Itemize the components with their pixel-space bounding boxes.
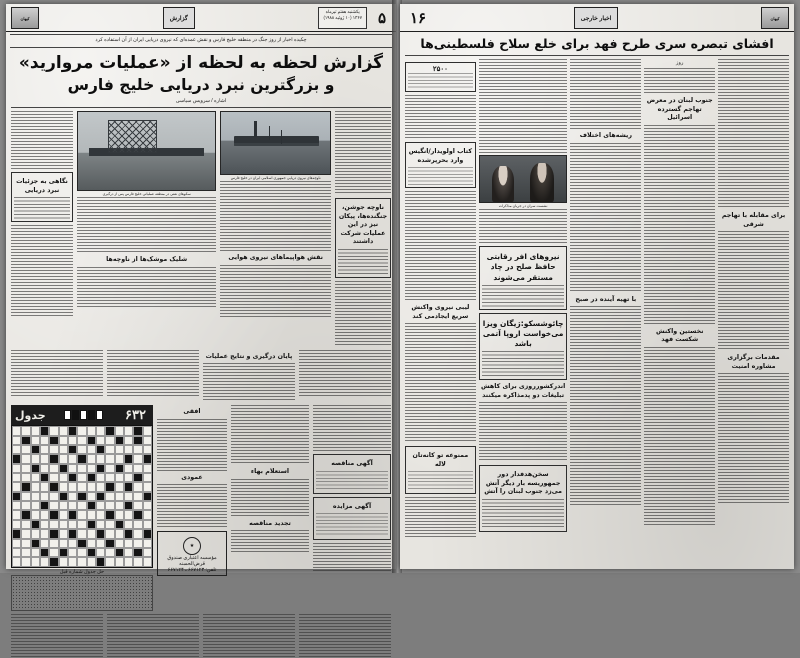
rig-photo-caption: سکوهای نفتی در منطقه عملیاتی خلیج فارس پس از درگیری [102, 192, 191, 197]
crossword-title: جدول [15, 408, 46, 422]
crossword-block [11, 405, 153, 610]
left-date-box: یکشنبه هفتم تیرماه ۱۳۶۷ (۱۰ ژوئیه ۱۹۸۸) [318, 7, 367, 29]
right-ad-heading-2: ممنوعه تو کانه‌تان لاله [412, 452, 469, 468]
classified-heading-4: تجدید مناقصه [249, 519, 291, 527]
right-ad-price: ۲۵۰۰ [432, 66, 448, 74]
left-bottom-col-3 [107, 614, 199, 658]
left-bottom-col-1 [299, 614, 391, 658]
left-middle-columns [6, 350, 396, 402]
ship-image [221, 112, 330, 174]
right-main-headline: افشای تبصره سری طرح فهد برای خلع سلاح فلسطینی‌ها [420, 36, 774, 51]
classified-heading-3: استعلام بهاء [250, 468, 290, 476]
left-headline-line-2: و بزرگترین نبرد دریایی خلیج فارس [67, 76, 335, 95]
right-section-label: اخبار خارجی [574, 7, 619, 29]
newspaper-logo-icon: کیهان [11, 7, 39, 29]
left-subhead-3: پایان درگیری و نتایج عملیات [205, 352, 293, 360]
right-small-head-5: با تهیه آینده در صبح [575, 295, 637, 303]
left-mid-col-4 [11, 350, 103, 402]
right-subhead-5: اندرکشورروزی برای کاهش تبلیغات دو پدمذاکره میکنند [481, 383, 566, 399]
left-col-4 [11, 111, 73, 347]
right-masthead-strip [624, 7, 755, 29]
ship-photo [220, 111, 331, 175]
right-subhead-2: لیبی نیروی واکنش سریع ایجادمی کند [411, 304, 470, 320]
right-boxed-story-1 [479, 246, 568, 309]
left-notes-column [231, 405, 309, 610]
ship-photo-caption: ناوچه‌های نیروی دریایی جمهوری اسلامی ایران در خلیج فارس [230, 176, 321, 181]
left-section-label: گزارش [163, 7, 195, 29]
bank-ad-line-1: مؤسسه اعتباری صندوق [167, 555, 217, 562]
right-col-5 [405, 59, 476, 537]
bank-logo-icon: ★ [183, 537, 201, 555]
right-page-number: ۱۶ [409, 10, 427, 27]
classified-heading-2: آگهی مزایده [332, 502, 372, 510]
left-col-3 [77, 111, 216, 347]
crossword-across-label: افقی [183, 408, 201, 416]
right-subhead-3: نیروهای افر رقابتی حافظ صلح در چاد مستقر می‌شوند [486, 252, 560, 282]
left-bottom-col-2 [203, 614, 295, 658]
bank-ad [157, 531, 227, 576]
left-col-2 [220, 111, 331, 347]
classified-ad-2 [313, 497, 391, 541]
right-subhead-1: جنوب لبنان در معرض تهاجم گسترده اسرائیل [646, 97, 713, 122]
summit-photo-image [480, 156, 567, 202]
left-masthead [6, 4, 396, 32]
crossword-solution-label: حل جدول شماره قبل [59, 568, 105, 575]
left-bottom-col-4 [11, 614, 103, 658]
right-col-3 [570, 59, 641, 537]
summit-photo [479, 155, 568, 203]
left-banner-text: چکیده اخبار از روز جنگ در منطقه خلیج فارس و نقش عمده‌ای که نیروی دریایی ایران از آن استفاده کرد [10, 34, 392, 48]
newspaper-logo-icon-right: کیهان [761, 7, 789, 29]
left-page-number: ۵ [377, 10, 386, 27]
right-ad-3 [405, 446, 476, 494]
right-subhead-6: سخن‌هدفدار دور جمهوریسه بار دیگر آتش می‌زد جنوب لبنان را آتش [484, 471, 562, 495]
bank-ad-line-2: قرض‌الحسنه [179, 561, 205, 568]
crossword-number: ۶۳۲ [125, 407, 146, 423]
crossword-grid[interactable] [11, 425, 153, 567]
right-subhead-4: چائوشسکو:ژیگان ویزا می‌خواست اروپا آتمی باشد [482, 318, 564, 348]
left-subhead-2: شلیک موشک‌ها از ناوچه‌ها [106, 256, 188, 264]
right-ad-heading-1: کتاب اولویدار/انگیس وارد بحرپرشده [408, 148, 473, 164]
crossword-mini-icon [64, 410, 103, 420]
right-page-sheet [400, 4, 794, 569]
left-side-note-heading: نگاهی به جزئیات نبرد دریایی [16, 178, 68, 194]
right-ad-1 [405, 62, 476, 92]
right-masthead-logo [761, 7, 789, 29]
right-masthead [400, 4, 794, 32]
left-sidebar-box [335, 198, 391, 278]
left-mid-col-1 [299, 350, 391, 402]
left-masthead-strip [201, 7, 313, 29]
classified-ad-1 [313, 454, 391, 494]
right-col-2 [644, 59, 715, 537]
left-col-1 [335, 111, 391, 347]
bank-ad-phone: تلفن: ۶۶۷۱۲۳ ـ ۶۶۷۱۲۴ [167, 567, 217, 574]
left-sidebar-heading: ناوچه جوشن، جنگنده‌ها، پیکان نیز در این عملیات شرکت داشتند [338, 204, 388, 246]
crossword-clues-column [157, 405, 227, 610]
right-ad-2 [405, 142, 476, 188]
left-bottom-columns [6, 614, 396, 658]
right-col-4 [479, 59, 568, 537]
left-page-sheet [6, 4, 396, 575]
left-headline-line-1: گزارش لحظه به لحظه از «عملیات مروارید» [18, 52, 384, 73]
right-small-head-1: برای مقابله با تهاجم شرقی [721, 212, 786, 228]
right-small-head-2: مقدمات برگزاری مشاوره امنیت [727, 354, 780, 370]
left-masthead-logo [11, 7, 39, 29]
summit-photo-caption: نشست سران در جریان مذاکرات [498, 204, 548, 209]
right-boxed-story-3 [479, 465, 568, 532]
left-top-columns [6, 111, 396, 347]
crossword-down-label: عمودی [181, 473, 203, 481]
oil-rig-image [78, 112, 215, 190]
left-subhead-1: نقش هواپیماهای نیروی هوایی [228, 254, 323, 262]
right-columns [400, 59, 794, 537]
left-side-note-box [11, 172, 73, 222]
crossword-header [11, 405, 153, 425]
right-small-head-4: ریشه‌های اختلاف [579, 132, 632, 140]
classified-heading-1: آگهی مناقصه [331, 460, 373, 468]
classifieds-column [313, 405, 391, 610]
left-byline: اشاره / سرویس سیاسی [175, 98, 227, 105]
left-mid-col-2 [203, 350, 295, 402]
right-kicker: روز [675, 60, 684, 67]
right-small-head-3: نخستین واکنش شکست فهد [655, 327, 704, 344]
left-mid-col-3 [107, 350, 199, 402]
solution-grid-image [11, 575, 153, 611]
left-masthead-strip-2 [45, 7, 157, 29]
oil-rig-photo [77, 111, 216, 191]
right-masthead-strip-2 [437, 7, 568, 29]
right-col-1 [718, 59, 789, 537]
right-boxed-story-2 [479, 313, 568, 380]
left-lower-region [6, 401, 396, 610]
